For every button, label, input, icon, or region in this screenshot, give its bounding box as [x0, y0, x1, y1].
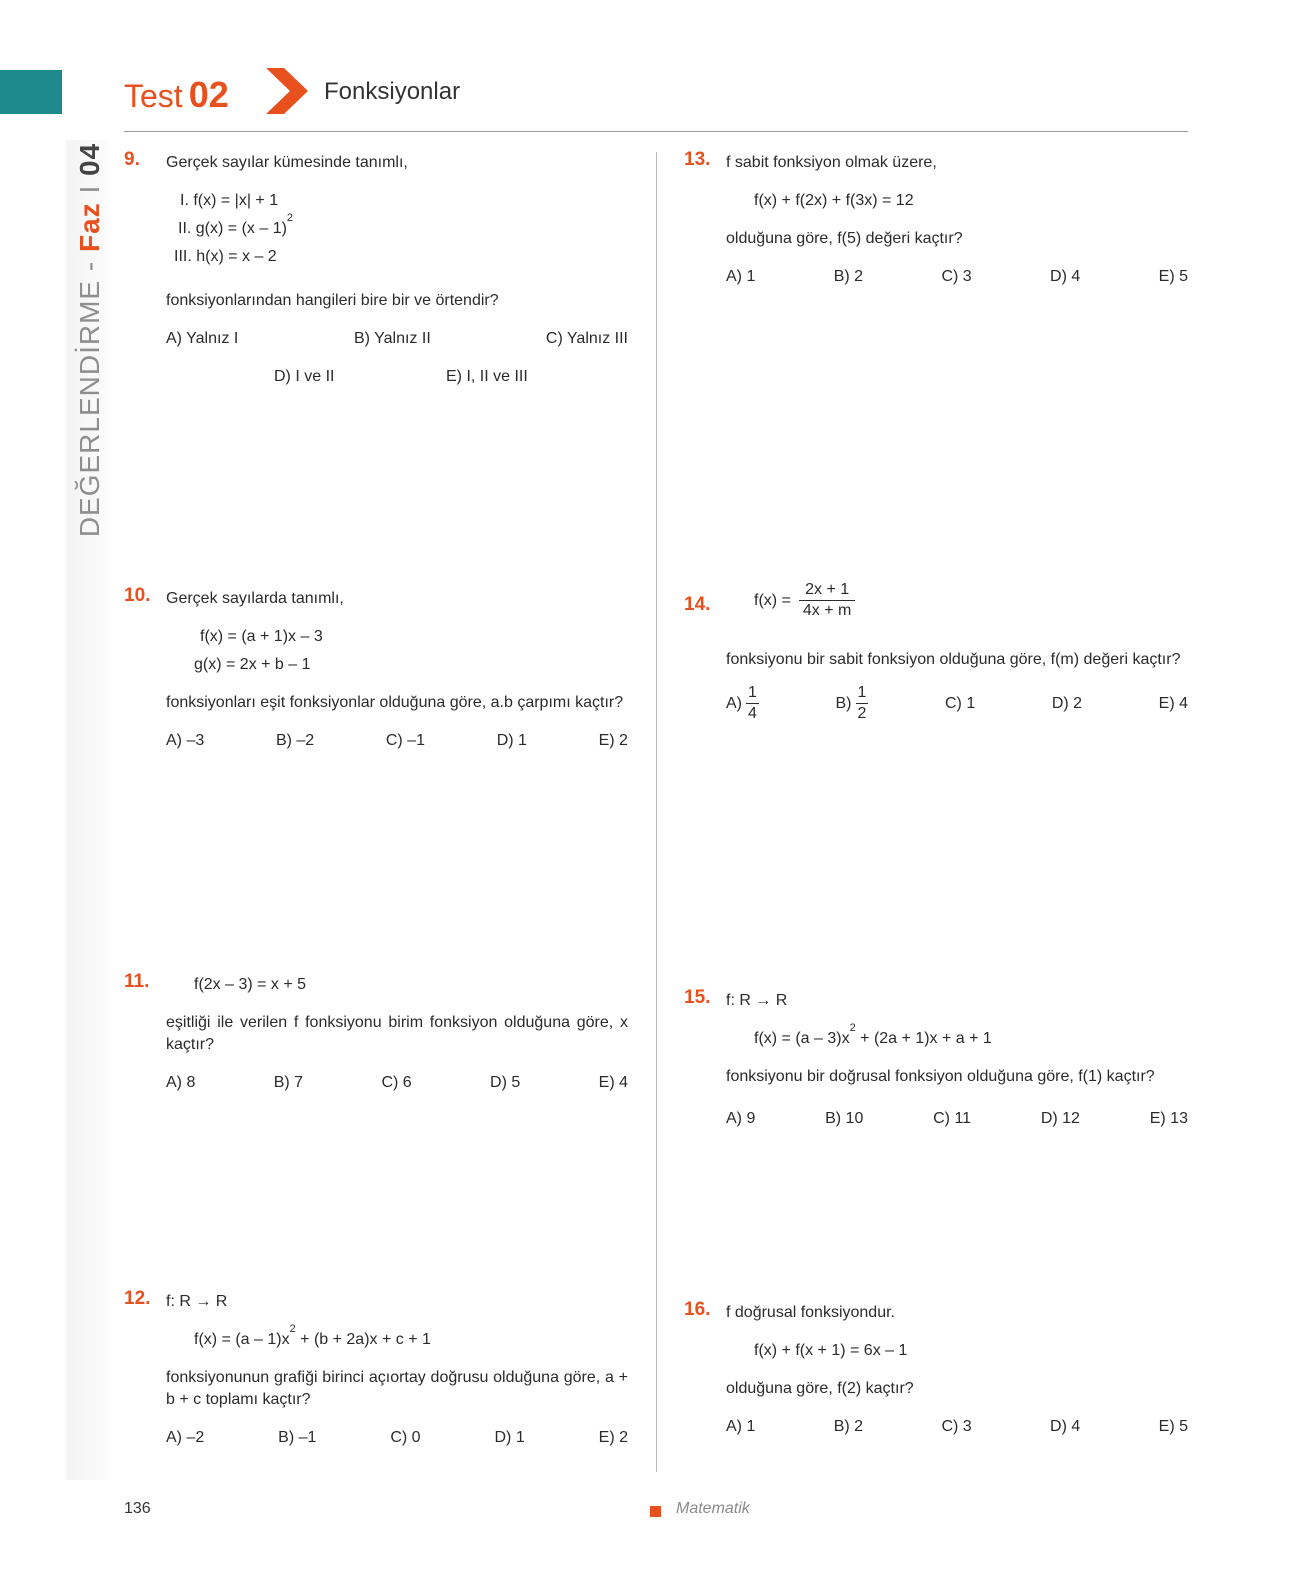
option-e[interactable]: E) 4	[598, 1074, 628, 1091]
option-d[interactable]: D) 4	[1050, 1418, 1081, 1435]
option-b[interactable]: B) 10	[825, 1110, 864, 1127]
option-d[interactable]: D) I ve II	[274, 368, 335, 385]
option-b[interactable]: B) 2	[833, 1418, 864, 1435]
column-divider	[656, 152, 657, 1472]
answer-options	[726, 683, 1188, 724]
page-number: 136	[124, 1500, 151, 1517]
option-e[interactable]: E) 13	[1149, 1110, 1188, 1127]
fraction-numerator: 2x + 1	[799, 580, 855, 601]
option-b[interactable]: B) $\frac{1}{2}$	[835, 684, 867, 722]
question-statement: f(x) + f(2x) + f(3x) = 12	[754, 192, 914, 209]
option-d[interactable]: D) 5	[490, 1074, 521, 1091]
question-number: 16.	[684, 1299, 711, 1320]
option-a[interactable]: A) –2	[166, 1429, 205, 1446]
chevron-right-icon	[266, 68, 308, 114]
option-d[interactable]: D) 12	[1040, 1110, 1080, 1127]
question-statement: f(x) + f(x + 1) = 6x – 1	[754, 1342, 908, 1359]
question-intro: Gerçek sayılarda tanımlı,	[166, 590, 344, 607]
answer-options	[726, 1416, 1188, 1438]
option-b[interactable]: B) –1	[278, 1429, 317, 1446]
answer-options	[166, 1072, 628, 1094]
question-statement: $f(x) = (a - 3)x^2 + (2a + 1)x + a + 1$	[754, 1021, 992, 1047]
answer-options	[726, 266, 1188, 288]
question-prompt: olduğuna göre, f(5) değeri kaçtır?	[726, 230, 963, 247]
test-number: 02	[188, 74, 229, 115]
fraction-denominator: 4x + m	[802, 602, 852, 619]
question-prompt: fonksiyonlarından hangileri bire bir ve örtendir?	[166, 292, 499, 309]
option-d[interactable]: D) 2	[1051, 694, 1083, 712]
statement-ii: II. g(x) = (x – 1)$^2$	[178, 211, 294, 237]
option-a[interactable]: A) 9	[726, 1110, 756, 1127]
option-a[interactable]: A) 1	[726, 1418, 756, 1435]
option-c[interactable]: C) –1	[385, 732, 425, 749]
question-prompt: fonksiyonları eşit fonksiyonlar olduğuna göre, a.b çarpımı kaçtır?	[166, 694, 624, 711]
sidebar-number: 04	[74, 142, 105, 176]
sidebar-section: DEĞERLENDİRME -	[74, 260, 105, 538]
function-lhs: f(x) =	[754, 591, 791, 609]
option-b[interactable]: B) 2	[833, 268, 864, 285]
footer-subject: Matematik	[676, 1500, 750, 1517]
answer-options	[166, 730, 628, 752]
question-statement: $f(x) = (a - 1)x^2 + (b + 2a)x + c + 1$	[194, 1322, 431, 1348]
question-intro: f: R → R	[726, 992, 788, 1009]
answer-options	[726, 1108, 1188, 1130]
option-b[interactable]: B) Yalnız II	[354, 330, 431, 347]
question-prompt: olduğuna göre, f(2) kaçtır?	[726, 1380, 914, 1397]
option-a[interactable]: A) 8	[166, 1074, 196, 1091]
option-b[interactable]: B) 7	[273, 1074, 304, 1091]
question-prompt: fonksiyonunun grafiği birinci açıortay doğrusu olduğuna göre, a + b + c toplamı kaçtır?	[166, 1369, 628, 1408]
question-number: 9.	[124, 149, 140, 170]
option-d[interactable]: D) 1	[496, 732, 527, 749]
statement-f: f(x) = (a + 1)x – 3	[200, 628, 323, 645]
option-c[interactable]: C) 6	[381, 1074, 412, 1091]
question-number: 13.	[684, 149, 711, 170]
question-intro: f sabit fonksiyon olmak üzere,	[726, 154, 937, 171]
square-icon	[650, 1506, 661, 1517]
option-e[interactable]: E) 5	[1158, 268, 1188, 285]
option-c[interactable]: C) 3	[941, 268, 972, 285]
question-intro: Gerçek sayılar kümesinde tanımlı,	[166, 154, 408, 171]
option-a[interactable]: A) 1	[726, 268, 756, 285]
option-c[interactable]: C) 1	[945, 694, 976, 712]
test-label: Test	[124, 78, 183, 114]
option-c[interactable]: C) Yalnız III	[545, 330, 628, 347]
option-d[interactable]: D) 4	[1050, 268, 1081, 285]
question-intro: f: R → R	[166, 1293, 228, 1310]
sidebar-faz: Faz	[74, 202, 105, 253]
question-prompt: fonksiyonu bir doğrusal fonksiyon olduğuna göre, f(1) kaçtır?	[726, 1068, 1155, 1085]
statement-iii: III. h(x) = x – 2	[174, 248, 277, 265]
header-divider	[124, 131, 1188, 132]
option-d[interactable]: D) 1	[494, 1429, 525, 1446]
option-e[interactable]: E) 5	[1158, 1418, 1188, 1435]
question-number: 12.	[124, 1288, 151, 1309]
option-c[interactable]: C) 0	[390, 1429, 421, 1446]
option-c[interactable]: C) 3	[941, 1418, 972, 1435]
question-prompt: fonksiyonu bir sabit fonksiyon olduğuna göre, f(m) değeri kaçtır?	[726, 651, 1181, 668]
function-fraction	[797, 580, 857, 621]
test-title	[124, 74, 229, 116]
option-a[interactable]: A) Yalnız I	[166, 330, 239, 347]
answer-options	[166, 1427, 628, 1449]
question-number: 10.	[124, 585, 151, 606]
option-e[interactable]: E) 2	[598, 732, 628, 749]
question-number: 11.	[124, 971, 150, 992]
option-e[interactable]: E) 4	[1158, 694, 1188, 712]
header-tab-decoration	[0, 70, 62, 114]
option-b[interactable]: B) –2	[275, 732, 315, 749]
question-intro: f doğrusal fonksiyondur.	[726, 1304, 895, 1321]
question-number: 15.	[684, 987, 711, 1008]
topic-title: Fonksiyonlar	[324, 78, 461, 105]
question-number: 14.	[684, 594, 711, 615]
statement-g: g(x) = 2x + b – 1	[194, 656, 311, 673]
sidebar-separator: I	[74, 184, 105, 194]
question-statement: f(2x – 3) = x + 5	[194, 976, 307, 993]
option-e[interactable]: E) 2	[598, 1429, 628, 1446]
option-a[interactable]: A) $\frac{1}{4}$	[726, 684, 757, 722]
option-e[interactable]: E) I, II ve III	[446, 368, 528, 385]
question-prompt: eşitliği ile verilen f fonksiyonu birim fonksiyon olduğuna göre, x kaçtır?	[166, 1014, 628, 1053]
answer-options	[166, 328, 628, 388]
option-c[interactable]: C) 11	[933, 1110, 972, 1127]
statement-i: I. f(x) = |x| + 1	[180, 192, 279, 209]
option-a[interactable]: A) –3	[166, 732, 205, 749]
question-function	[726, 580, 1188, 621]
